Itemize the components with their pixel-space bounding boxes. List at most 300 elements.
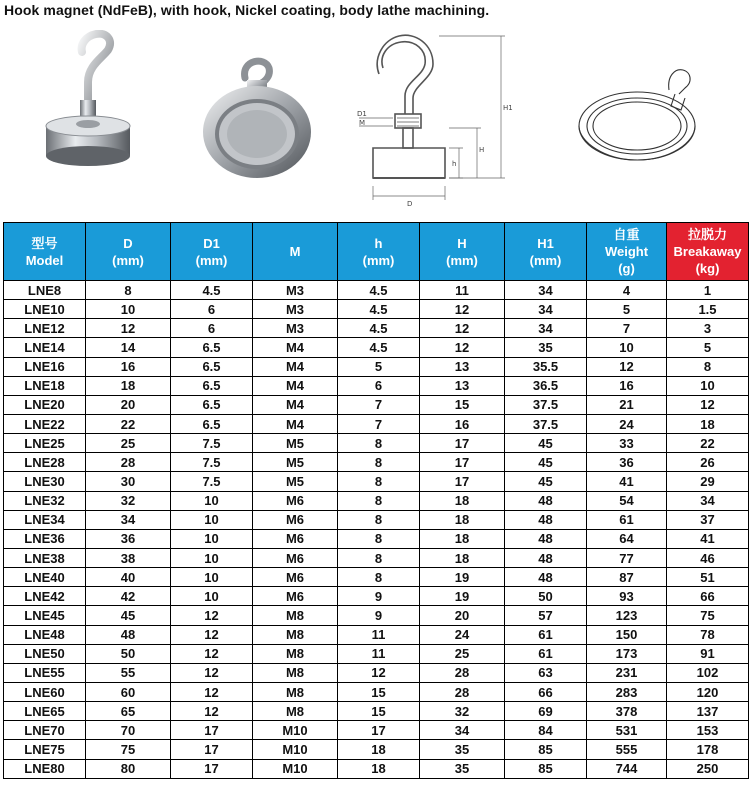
drawing-label-h-total: H	[479, 146, 485, 154]
table-cell: 34	[505, 281, 587, 300]
header-text: (g)	[618, 261, 635, 276]
table-cell: 34	[667, 491, 749, 510]
table-cell: 6	[338, 376, 420, 395]
table-cell: 10	[171, 548, 253, 567]
table-cell: 7.5	[171, 453, 253, 472]
table-cell: 12	[171, 702, 253, 721]
table-cell: 24	[420, 625, 505, 644]
technical-drawing	[345, 26, 520, 216]
table-cell: 85	[505, 759, 587, 778]
header-text: Breakaway	[673, 244, 742, 259]
header-text: (mm)	[529, 252, 562, 268]
table-cell: 178	[667, 740, 749, 759]
table-cell: M10	[253, 721, 338, 740]
table-cell: 6.5	[171, 376, 253, 395]
drawing-label-h1: H1	[503, 104, 513, 112]
table-cell: 18	[338, 759, 420, 778]
table-cell: LNE36	[4, 529, 86, 548]
table-cell: 65	[86, 702, 171, 721]
header-text: Model	[25, 252, 64, 268]
table-cell: 51	[667, 568, 749, 587]
table-cell: M5	[253, 434, 338, 453]
table-row	[4, 319, 749, 338]
table-cell: 6	[171, 319, 253, 338]
table-cell: 36	[86, 529, 171, 548]
table-cell: LNE65	[4, 702, 86, 721]
table-cell: 48	[505, 548, 587, 567]
table-cell: 12	[171, 682, 253, 701]
table-row	[4, 395, 749, 414]
table-cell: 17	[420, 472, 505, 491]
table-cell: LNE42	[4, 587, 86, 606]
table-cell: 55	[86, 663, 171, 682]
table-row	[4, 357, 749, 376]
table-cell: M6	[253, 510, 338, 529]
table-cell: 6	[171, 300, 253, 319]
table-cell: 6.5	[171, 357, 253, 376]
table-cell: 16	[420, 414, 505, 433]
table-cell: 10	[171, 568, 253, 587]
table-cell: LNE80	[4, 759, 86, 778]
table-cell: 37.5	[505, 414, 587, 433]
table-cell: 45	[86, 606, 171, 625]
table-cell: 54	[587, 491, 667, 510]
table-cell: LNE14	[4, 338, 86, 357]
column-header	[587, 223, 667, 281]
table-cell: 18	[420, 510, 505, 529]
table-cell: 250	[667, 759, 749, 778]
table-cell: 77	[587, 548, 667, 567]
table-cell: 70	[86, 721, 171, 740]
column-header	[420, 223, 505, 281]
table-cell: M8	[253, 702, 338, 721]
table-cell: 93	[587, 587, 667, 606]
table-cell: 64	[587, 529, 667, 548]
table-cell: 87	[587, 568, 667, 587]
table-cell: 18	[420, 529, 505, 548]
table-cell: 66	[505, 682, 587, 701]
table-cell: 12	[86, 319, 171, 338]
table-cell: 18	[338, 740, 420, 759]
table-cell: 18	[86, 376, 171, 395]
table-cell: LNE75	[4, 740, 86, 759]
table-cell: 150	[587, 625, 667, 644]
table-cell: 85	[505, 740, 587, 759]
table-cell: LNE20	[4, 395, 86, 414]
table-cell: LNE34	[4, 510, 86, 529]
header-text: D	[123, 235, 133, 251]
table-cell: LNE18	[4, 376, 86, 395]
table-cell: LNE10	[4, 300, 86, 319]
table-cell: M4	[253, 376, 338, 395]
table-cell: 48	[505, 529, 587, 548]
header-text: 型号	[31, 235, 58, 251]
header-text: M	[289, 244, 301, 259]
table-cell: M6	[253, 491, 338, 510]
table-row	[4, 606, 749, 625]
table-cell: 4.5	[338, 281, 420, 300]
table-cell: 5	[587, 300, 667, 319]
table-cell: 12	[667, 395, 749, 414]
table-row	[4, 300, 749, 319]
table-cell: 75	[86, 740, 171, 759]
table-cell: M6	[253, 587, 338, 606]
column-header	[505, 223, 587, 281]
table-cell: 10	[86, 300, 171, 319]
drawing-label-d1: D1	[357, 110, 367, 118]
table-cell: 24	[587, 414, 667, 433]
table-row	[4, 472, 749, 491]
table-cell: 120	[667, 682, 749, 701]
table-row	[4, 453, 749, 472]
table-cell: 744	[587, 759, 667, 778]
table-cell: 15	[338, 702, 420, 721]
table-cell: 8	[338, 434, 420, 453]
table-cell: 84	[505, 721, 587, 740]
table-cell: 33	[587, 434, 667, 453]
table-cell: LNE40	[4, 568, 86, 587]
table-cell: 4.5	[338, 319, 420, 338]
table-row	[4, 568, 749, 587]
table-row	[4, 702, 749, 721]
table-cell: 17	[420, 453, 505, 472]
table-cell: 8	[338, 491, 420, 510]
table-cell: 18	[667, 414, 749, 433]
table-cell: 57	[505, 606, 587, 625]
table-cell: 12	[171, 644, 253, 663]
drawing-label-m: M	[359, 119, 366, 127]
table-cell: 45	[505, 453, 587, 472]
table-cell: 37.5	[505, 395, 587, 414]
table-cell: 13	[420, 376, 505, 395]
table-cell: 15	[420, 395, 505, 414]
table-cell: 35.5	[505, 357, 587, 376]
table-cell: 20	[420, 606, 505, 625]
table-row	[4, 644, 749, 663]
table-cell: M3	[253, 281, 338, 300]
drawing-label-d: D	[407, 200, 413, 208]
table-cell: 8	[338, 510, 420, 529]
table-cell: 555	[587, 740, 667, 759]
table-cell: M6	[253, 548, 338, 567]
table-cell: M8	[253, 663, 338, 682]
table-cell: 8	[338, 472, 420, 491]
table-cell: 12	[171, 663, 253, 682]
table-cell: 35	[505, 338, 587, 357]
table-cell: 34	[86, 510, 171, 529]
table-cell: 91	[667, 644, 749, 663]
table-row	[4, 414, 749, 433]
table-cell: 6.5	[171, 395, 253, 414]
table-row	[4, 625, 749, 644]
table-cell: 22	[667, 434, 749, 453]
table-cell: 6.5	[171, 414, 253, 433]
table-cell: 28	[420, 682, 505, 701]
header-text: 自重	[613, 227, 640, 242]
table-cell: M3	[253, 319, 338, 338]
table-cell: M3	[253, 300, 338, 319]
table-cell: 8	[86, 281, 171, 300]
page-title: Hook magnet (NdFeB), with hook, Nickel coating, body lathe machining.	[4, 2, 490, 18]
table-cell: 10	[667, 376, 749, 395]
table-cell: 10	[171, 587, 253, 606]
table-cell: 29	[667, 472, 749, 491]
table-cell: M6	[253, 529, 338, 548]
table-cell: 17	[171, 721, 253, 740]
table-cell: LNE50	[4, 644, 86, 663]
table-cell: 36	[587, 453, 667, 472]
table-cell: 378	[587, 702, 667, 721]
header-text: (kg)	[695, 261, 720, 276]
table-cell: 6.5	[171, 338, 253, 357]
table-cell: 123	[587, 606, 667, 625]
table-cell: 1	[667, 281, 749, 300]
table-cell: 16	[587, 376, 667, 395]
table-cell: 35	[420, 759, 505, 778]
table-row	[4, 663, 749, 682]
table-cell: 38	[86, 548, 171, 567]
table-cell: 25	[420, 644, 505, 663]
table-cell: LNE16	[4, 357, 86, 376]
table-cell: LNE38	[4, 548, 86, 567]
table-cell: 22	[86, 414, 171, 433]
table-row	[4, 376, 749, 395]
table-row	[4, 434, 749, 453]
table-cell: 1.5	[667, 300, 749, 319]
table-cell: 12	[420, 319, 505, 338]
table-cell: LNE45	[4, 606, 86, 625]
table-row	[4, 529, 749, 548]
table-cell: LNE60	[4, 682, 86, 701]
table-cell: M4	[253, 414, 338, 433]
table-cell: 40	[86, 568, 171, 587]
header-text: D1	[203, 235, 220, 251]
hook-magnet-photo-bottom	[195, 54, 320, 184]
table-cell: 15	[338, 682, 420, 701]
table-cell: LNE12	[4, 319, 86, 338]
table-cell: 7	[338, 414, 420, 433]
table-cell: 21	[587, 395, 667, 414]
column-header	[171, 223, 253, 281]
table-cell: 12	[171, 625, 253, 644]
column-header	[86, 223, 171, 281]
table-cell: 36.5	[505, 376, 587, 395]
table-cell: 8	[338, 529, 420, 548]
table-cell: 531	[587, 721, 667, 740]
table-cell: M6	[253, 568, 338, 587]
table-cell: 231	[587, 663, 667, 682]
table-cell: 12	[171, 606, 253, 625]
table-cell: 102	[667, 663, 749, 682]
table-cell: 12	[587, 357, 667, 376]
table-cell: 34	[505, 319, 587, 338]
table-cell: 41	[667, 529, 749, 548]
table-row	[4, 491, 749, 510]
header-text: 拉脱力	[687, 227, 727, 242]
table-cell: LNE8	[4, 281, 86, 300]
table-cell: 48	[505, 510, 587, 529]
table-cell: 25	[86, 434, 171, 453]
table-cell: 4.5	[338, 300, 420, 319]
table-cell: M4	[253, 395, 338, 414]
table-cell: 7	[587, 319, 667, 338]
table-cell: M10	[253, 759, 338, 778]
table-cell: M8	[253, 606, 338, 625]
table-cell: M8	[253, 644, 338, 663]
table-cell: 18	[420, 548, 505, 567]
table-cell: 7.5	[171, 434, 253, 453]
table-cell: LNE28	[4, 453, 86, 472]
table-cell: 137	[667, 702, 749, 721]
table-cell: 8	[667, 357, 749, 376]
table-cell: 20	[86, 395, 171, 414]
table-cell: 17	[420, 434, 505, 453]
table-cell: 13	[420, 357, 505, 376]
header-text: (mm)	[362, 252, 395, 268]
table-row	[4, 759, 749, 778]
table-cell: 8	[338, 453, 420, 472]
table-row	[4, 548, 749, 567]
table-cell: 8	[338, 568, 420, 587]
table-cell: M4	[253, 338, 338, 357]
table-cell: 48	[86, 625, 171, 644]
table-cell: LNE25	[4, 434, 86, 453]
header-text: H1	[537, 235, 554, 251]
table-cell: 9	[338, 606, 420, 625]
table-cell: 28	[86, 453, 171, 472]
table-cell: 4	[587, 281, 667, 300]
table-row	[4, 682, 749, 701]
table-cell: 45	[505, 472, 587, 491]
table-cell: 7	[338, 395, 420, 414]
table-cell: 10	[171, 491, 253, 510]
column-header	[338, 223, 420, 281]
table-cell: 41	[587, 472, 667, 491]
table-cell: M5	[253, 472, 338, 491]
table-cell: 28	[420, 663, 505, 682]
table-cell: 5	[667, 338, 749, 357]
column-header	[253, 223, 338, 281]
table-cell: 19	[420, 568, 505, 587]
table-cell: 26	[667, 453, 749, 472]
table-cell: 9	[338, 587, 420, 606]
table-cell: M10	[253, 740, 338, 759]
table-cell: 12	[338, 663, 420, 682]
table-cell: 48	[505, 491, 587, 510]
table-cell: 61	[505, 625, 587, 644]
table-cell: 34	[420, 721, 505, 740]
table-cell: 32	[420, 702, 505, 721]
table-cell: LNE55	[4, 663, 86, 682]
column-header	[667, 223, 749, 281]
table-cell: 69	[505, 702, 587, 721]
table-cell: 17	[171, 759, 253, 778]
table-cell: 66	[667, 587, 749, 606]
table-cell: 11	[338, 644, 420, 663]
table-cell: 35	[420, 740, 505, 759]
table-cell: 5	[338, 357, 420, 376]
table-cell: 17	[171, 740, 253, 759]
header-text: (mm)	[112, 252, 144, 268]
table-row	[4, 338, 749, 357]
table-row	[4, 281, 749, 300]
table-cell: 12	[420, 300, 505, 319]
table-cell: LNE22	[4, 414, 86, 433]
table-cell: 11	[338, 625, 420, 644]
hook-magnet-line-drawing	[575, 60, 725, 170]
table-cell: 17	[338, 721, 420, 740]
table-cell: LNE70	[4, 721, 86, 740]
table-cell: M5	[253, 453, 338, 472]
table-cell: 8	[338, 548, 420, 567]
header-text: Weight	[604, 244, 649, 259]
table-cell: 45	[505, 434, 587, 453]
table-cell: M8	[253, 682, 338, 701]
table-cell: LNE32	[4, 491, 86, 510]
header-text: h	[374, 235, 383, 251]
table-cell: LNE48	[4, 625, 86, 644]
table-cell: 61	[505, 644, 587, 663]
table-cell: 10	[171, 529, 253, 548]
table-cell: LNE30	[4, 472, 86, 491]
table-cell: 37	[667, 510, 749, 529]
table-cell: 173	[587, 644, 667, 663]
table-cell: 50	[505, 587, 587, 606]
table-row	[4, 721, 749, 740]
table-cell: 10	[587, 338, 667, 357]
table-cell: 16	[86, 357, 171, 376]
table-cell: 80	[86, 759, 171, 778]
table-cell: 11	[420, 281, 505, 300]
table-cell: 75	[667, 606, 749, 625]
column-header	[4, 223, 86, 281]
table-cell: 4.5	[338, 338, 420, 357]
table-cell: 14	[86, 338, 171, 357]
table-cell: 3	[667, 319, 749, 338]
header-row	[4, 223, 749, 281]
table-cell: 12	[420, 338, 505, 357]
table-cell: 10	[171, 510, 253, 529]
table-cell: 283	[587, 682, 667, 701]
table-cell: M4	[253, 357, 338, 376]
table-cell: 60	[86, 682, 171, 701]
table-cell: 32	[86, 491, 171, 510]
table-cell: 34	[505, 300, 587, 319]
table-cell: 42	[86, 587, 171, 606]
hook-magnet-photo-side	[30, 30, 150, 180]
table-cell: 50	[86, 644, 171, 663]
header-text: (mm)	[195, 252, 228, 268]
table-row	[4, 587, 749, 606]
spec-table	[3, 222, 749, 779]
table-cell: 7.5	[171, 472, 253, 491]
drawing-label-h: h	[452, 160, 457, 168]
table-cell: 48	[505, 568, 587, 587]
table-cell: 61	[587, 510, 667, 529]
table-cell: 46	[667, 548, 749, 567]
table-cell: 30	[86, 472, 171, 491]
table-row	[4, 510, 749, 529]
header-text: H	[457, 235, 467, 251]
table-cell: 153	[667, 721, 749, 740]
header-text: (mm)	[446, 252, 478, 268]
table-cell: 18	[420, 491, 505, 510]
table-cell: 63	[505, 663, 587, 682]
product-figures	[0, 22, 750, 217]
table-cell: M8	[253, 625, 338, 644]
table-cell: 4.5	[171, 281, 253, 300]
table-row	[4, 740, 749, 759]
